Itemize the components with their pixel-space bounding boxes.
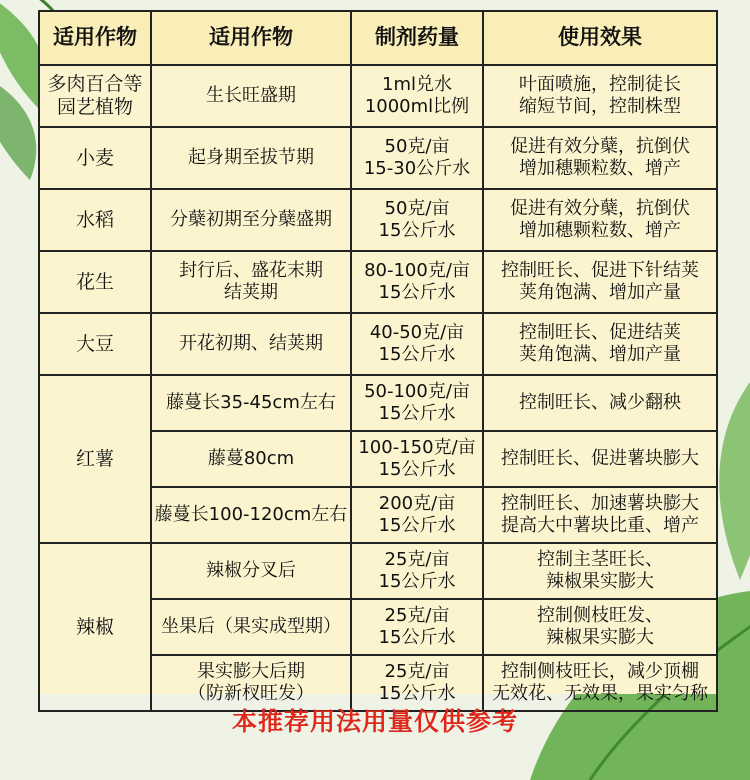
dosage-table: [38, 10, 718, 712]
effect: [483, 431, 717, 487]
growth-stage: [151, 189, 351, 251]
growth-stage-line: 辣椒分叉后: [206, 560, 296, 582]
table-row: [39, 251, 717, 313]
dosage-line: 25克/亩: [384, 549, 450, 571]
crop-name-line: 红薯: [75, 447, 114, 470]
effect-line: 控制旺长、促进薯块膨大: [501, 448, 699, 470]
effect: [483, 487, 717, 543]
dosage: [351, 599, 483, 655]
effect: [483, 65, 717, 127]
crop-name-line: 小麦: [75, 146, 114, 169]
crop-name-line: 辣椒: [75, 615, 114, 638]
growth-stage: [151, 599, 351, 655]
growth-stage-line: 分蘖初期至分蘖盛期: [170, 209, 332, 231]
growth-stage-line: 藤蔓80cm: [207, 448, 295, 470]
dosage-line: 15公斤水: [378, 220, 456, 241]
crop-name: [39, 375, 151, 543]
dosage-line: 50克/亩: [384, 136, 450, 158]
dosage: [351, 375, 483, 431]
crop-name: [39, 65, 151, 127]
effect-line: 辣椒果实膨大: [546, 571, 654, 592]
effect-line: 荚角饱满、增加产量: [519, 344, 681, 365]
growth-stage-line: 藤蔓长35-45cm左右: [166, 392, 336, 414]
dosage-line: 200克/亩: [378, 493, 456, 515]
crop-name-line: 花生: [75, 270, 114, 293]
effect-line: 控制主茎旺长、: [537, 549, 663, 571]
growth-stage-line: 坐果后（果实成型期）: [161, 616, 341, 638]
dosage: [351, 543, 483, 599]
effect-line: 增加穗颗粒数、增产: [519, 158, 681, 179]
dosage-line: 15公斤水: [378, 403, 456, 424]
crop-name: [39, 189, 151, 251]
effect: [483, 189, 717, 251]
dosage-line: 1000ml比例: [364, 96, 470, 117]
growth-stage-line: 开花初期、结荚期: [179, 333, 323, 355]
dosage-line: 15公斤水: [378, 683, 456, 704]
dosage: [351, 431, 483, 487]
effect-line: 增加穗颗粒数、增产: [519, 220, 681, 241]
dosage-line: 25克/亩: [384, 605, 450, 627]
dosage-line: 15公斤水: [378, 627, 456, 648]
growth-stage: [151, 251, 351, 313]
dosage-line: 15公斤水: [378, 344, 456, 365]
header-dosage: 制剂药量: [351, 11, 483, 65]
dosage-line: 50克/亩: [384, 198, 450, 220]
crop-name-line: 大豆: [75, 332, 114, 355]
crop-name: [39, 127, 151, 189]
table-row: [39, 313, 717, 375]
table-row: [39, 127, 717, 189]
growth-stage: [151, 431, 351, 487]
table-row: [39, 543, 717, 599]
effect: [483, 127, 717, 189]
dosage: [351, 487, 483, 543]
dosage-line: 15-30公斤水: [363, 158, 471, 179]
header-crop-stage: 适用作物: [151, 11, 351, 65]
crop-name-line: 水稻: [75, 208, 114, 231]
growth-stage: [151, 65, 351, 127]
effect-line: 控制侧枝旺发、: [537, 605, 663, 627]
crop-name-line: 多肉百合等: [47, 73, 143, 96]
dosage-line: 25克/亩: [384, 661, 450, 683]
dosage-line: 15公斤水: [378, 459, 456, 480]
growth-stage-line: 起身期至拔节期: [188, 147, 314, 169]
growth-stage-line: 生长旺盛期: [206, 85, 296, 107]
growth-stage: [151, 313, 351, 375]
dosage-line: 80-100克/亩: [364, 260, 470, 282]
table-row: [39, 65, 717, 127]
table-row: [39, 375, 717, 431]
growth-stage: [151, 543, 351, 599]
effect-line: 促进有效分蘖，抗倒伏: [510, 136, 690, 158]
table-row: [39, 189, 717, 251]
effect-line: 控制旺长、减少翻秧: [519, 392, 681, 414]
growth-stage: [151, 127, 351, 189]
header-effect: 使用效果: [483, 11, 717, 65]
growth-stage-line: 封行后、盛花末期: [179, 260, 323, 282]
effect-line: 控制旺长、促进结荚: [519, 322, 681, 344]
effect-line: 控制旺长、促进下针结荚: [501, 260, 699, 282]
crop-name-line: 园艺植物: [56, 96, 133, 118]
effect-line: 控制旺长、加速薯块膨大: [501, 493, 699, 515]
effect-line: 叶面喷施，控制徒长: [519, 74, 681, 96]
dosage: [351, 65, 483, 127]
effect: [483, 313, 717, 375]
effect: [483, 543, 717, 599]
growth-stage-line: 结荚期: [224, 282, 278, 303]
effect-line: 控制侧枝旺长，减少顶棚: [501, 661, 699, 683]
dosage-line: 50-100克/亩: [364, 381, 470, 403]
dosage: [351, 189, 483, 251]
growth-stage: [151, 487, 351, 543]
table-header-row: [39, 11, 717, 65]
dosage-line: 15公斤水: [378, 282, 456, 303]
dosage: [351, 127, 483, 189]
crop-name: [39, 313, 151, 375]
dosage-line: 15公斤水: [378, 571, 456, 592]
growth-stage-line: 藤蔓长100-120cm左右: [154, 504, 348, 526]
effect-line: 无效花、无效果，果实匀称: [492, 683, 708, 704]
effect: [483, 251, 717, 313]
dosage: [351, 251, 483, 313]
dosage: [351, 313, 483, 375]
crop-name: [39, 543, 151, 711]
effect-line: 促进有效分蘖，抗倒伏: [510, 198, 690, 220]
dosage-line: 100-150克/亩: [358, 437, 476, 459]
disclaimer-note: 本推荐用法用量仅供参考: [231, 707, 518, 736]
growth-stage: [151, 375, 351, 431]
growth-stage-line: 果实膨大后期: [197, 661, 305, 683]
dosage-line: 15公斤水: [378, 515, 456, 536]
effect: [483, 599, 717, 655]
dosage-line: 1ml兑水: [382, 74, 452, 96]
dosage-line: 40-50克/亩: [369, 322, 465, 344]
header-crop: 适用作物: [39, 11, 151, 65]
effect-line: 缩短节间，控制株型: [519, 96, 681, 117]
effect-line: 辣椒果实膨大: [546, 627, 654, 648]
crop-name: [39, 251, 151, 313]
effect: [483, 375, 717, 431]
growth-stage-line: （防新杈旺发）: [188, 683, 314, 704]
effect-line: 提高大中薯块比重、增产: [501, 515, 699, 536]
effect-line: 荚角饱满、增加产量: [519, 282, 681, 303]
